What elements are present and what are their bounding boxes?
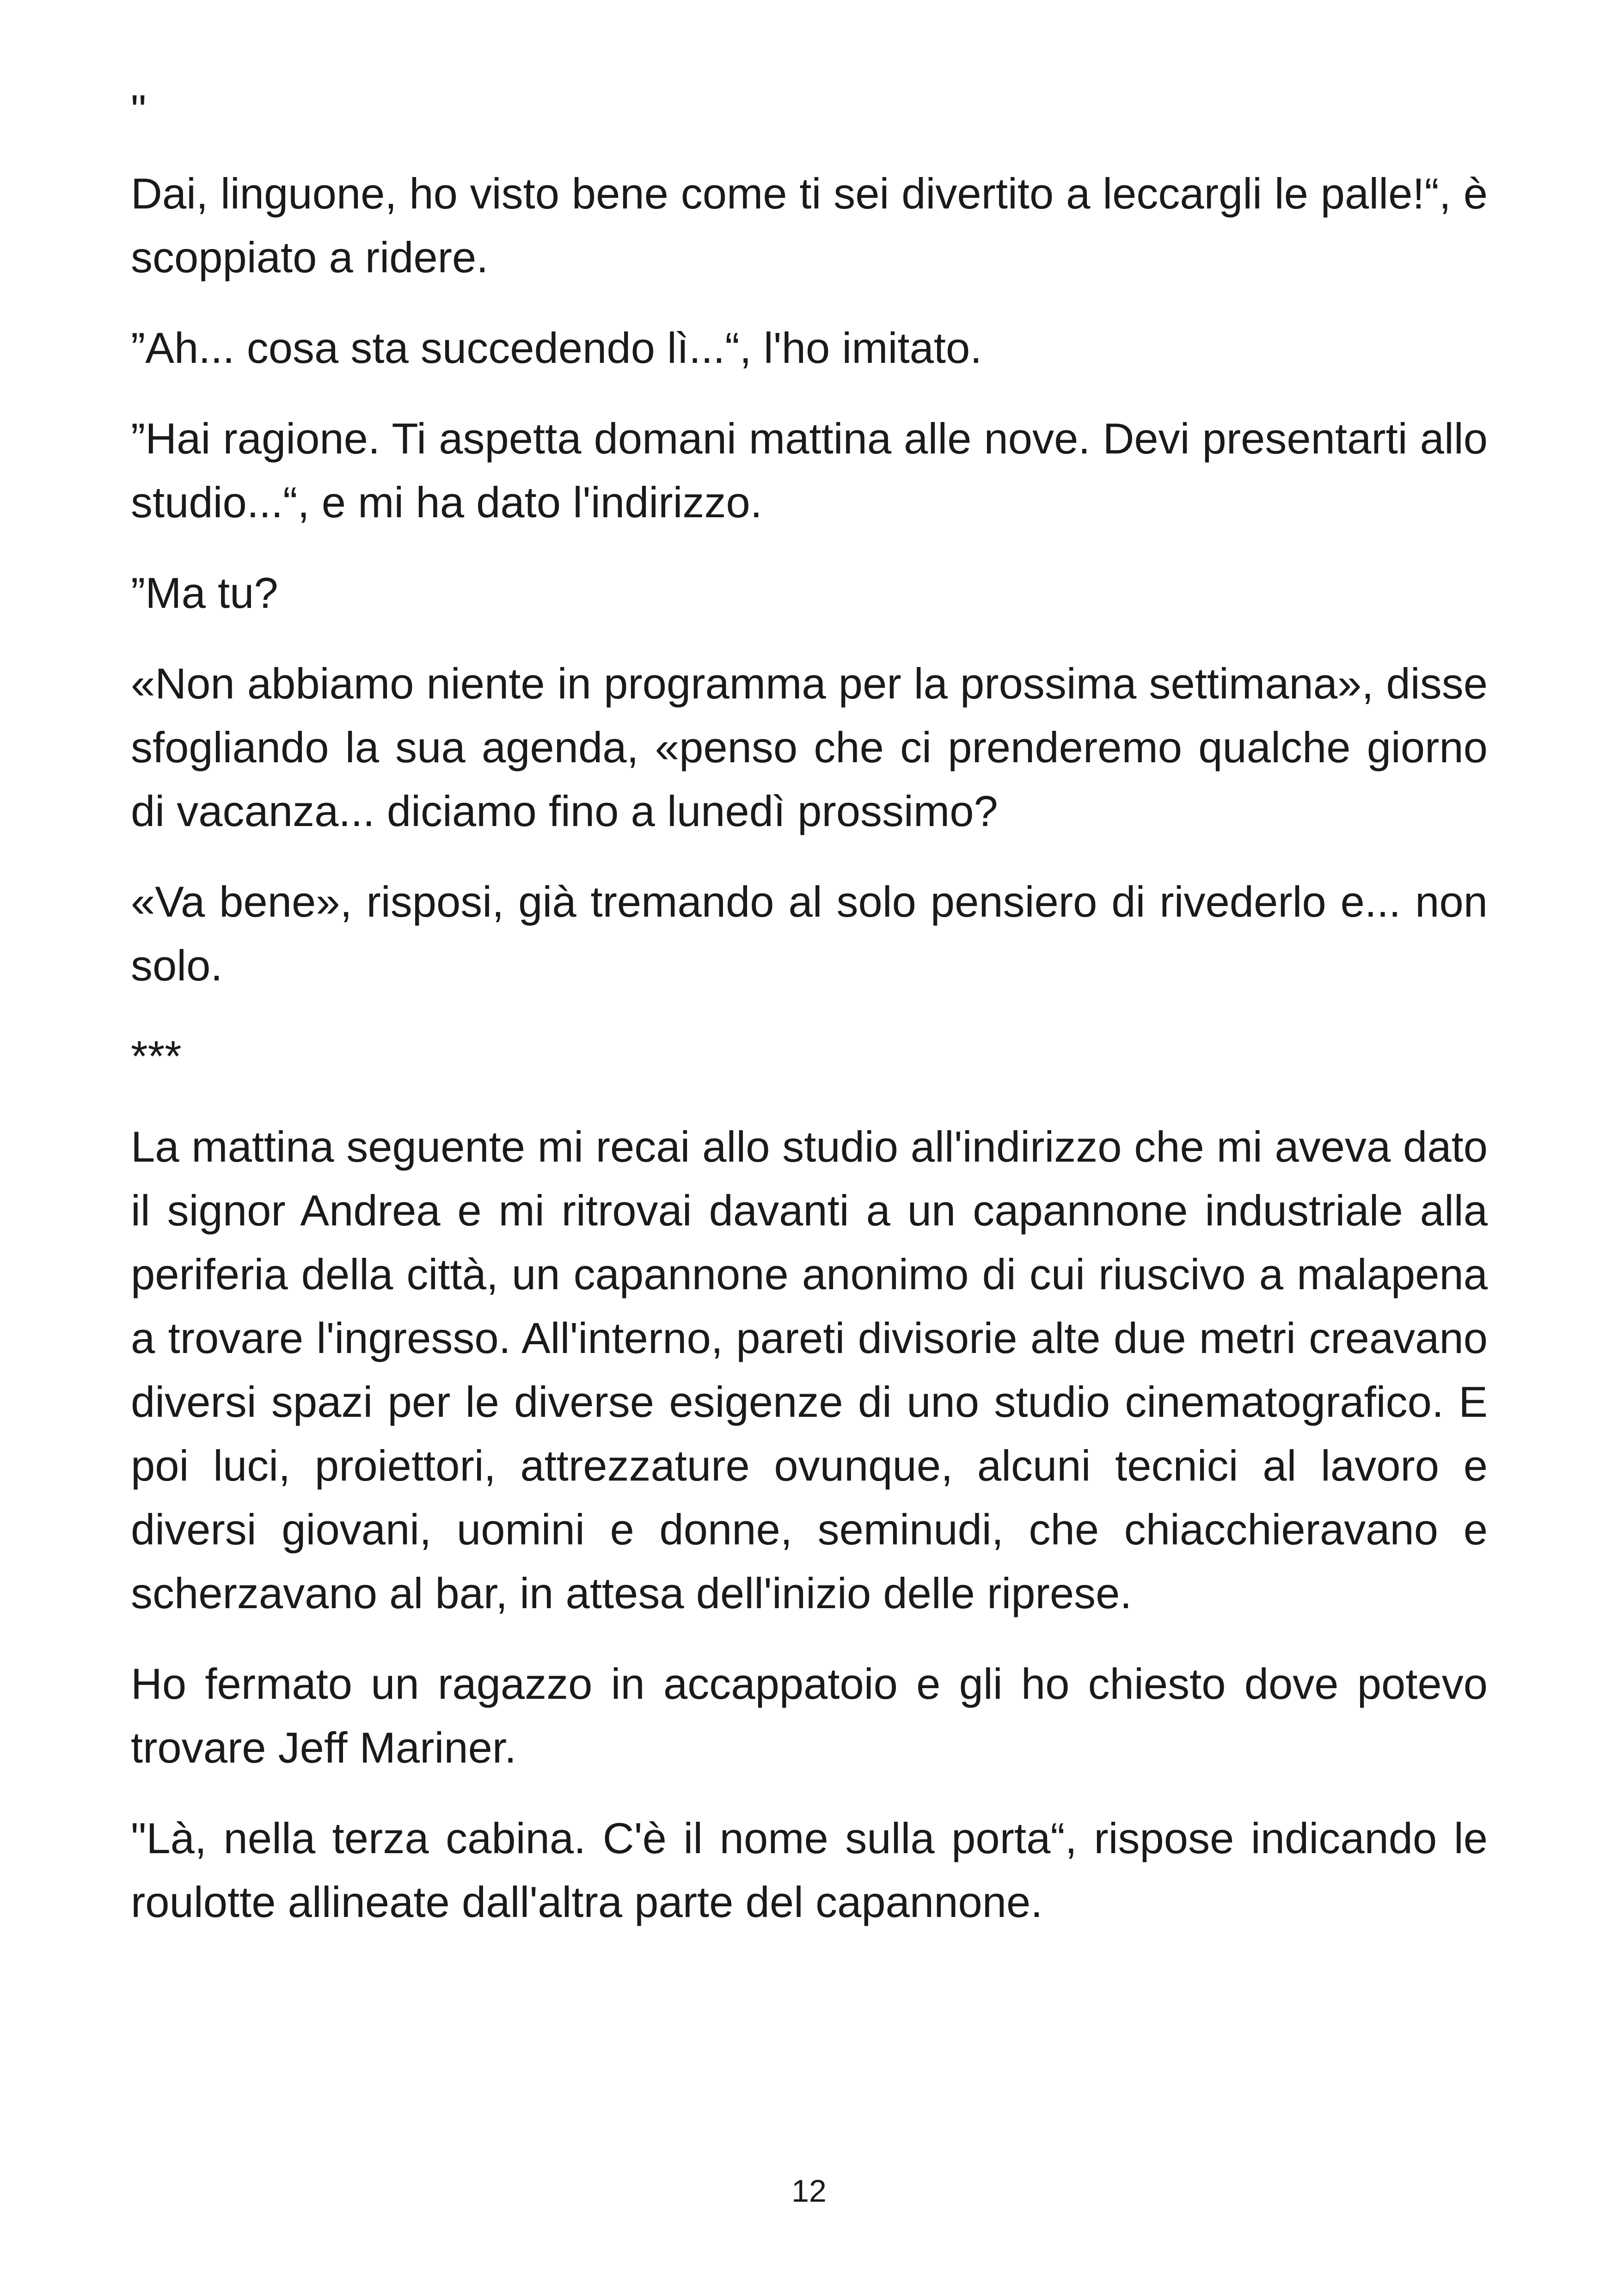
paragraph-2: ”Ah... cosa sta succedendo lì...“, l'ho imitato.	[131, 324, 982, 372]
paragraph-quote-mark: "	[131, 86, 147, 135]
paragraph-9: Ho fermato un ragazzo in accappatoio e gli ho chiesto dove potevo trovare Jeff Mariner.	[131, 1659, 1488, 1772]
page-number: 12	[791, 2174, 827, 2209]
paragraph-4: ”Ma tu?	[131, 569, 278, 617]
paragraph-3: ”Hai ragione. Ti aspetta domani mattina alle nove. Devi presentarti allo studio...“, e mi ha dato l'indirizzo.	[131, 414, 1488, 527]
paragraph-8: La mattina seguente mi recai allo studio all'indirizzo che mi aveva dato il signor Andrea e mi ritrovai davanti a un capannone industriale alla periferia della città, un capannone anonimo di cui riuscivo a malapena a trovare l'ingresso. All'interno, pareti divisorie alte due metri creavano diversi spazi per le diverse esigenze di uno studio cinematografico. E poi luci, proiettori, attrezzature ovunque, alcuni tecnici al lavoro e diversi giovani, uomini e donne, seminudi, che chiacchieravano e scherzavano al bar, in attesa dell'inizio delle riprese.	[131, 1122, 1488, 1617]
paragraph-6: «Va bene», risposi, già tremando al solo pensiero di rivederlo e... non solo.	[131, 877, 1488, 990]
paragraph-10: "Là, nella terza cabina. C'è il nome sulla porta“, rispose indicando le roulotte allineate dall'altra parte del capannone.	[131, 1814, 1488, 1926]
body-text	[131, 79, 1488, 1961]
section-break: ***	[131, 1032, 182, 1080]
paragraph-5: «Non abbiamo niente in programma per la prossima settimana», disse sfogliando la sua agenda, «penso che ci prenderemo qualche giorno di vacanza... diciamo fino a lunedì prossimo?	[131, 659, 1488, 835]
paragraph-1: Dai, linguone, ho visto bene come ti sei divertito a leccargli le palle!“, è scoppiato a ridere.	[131, 169, 1488, 282]
